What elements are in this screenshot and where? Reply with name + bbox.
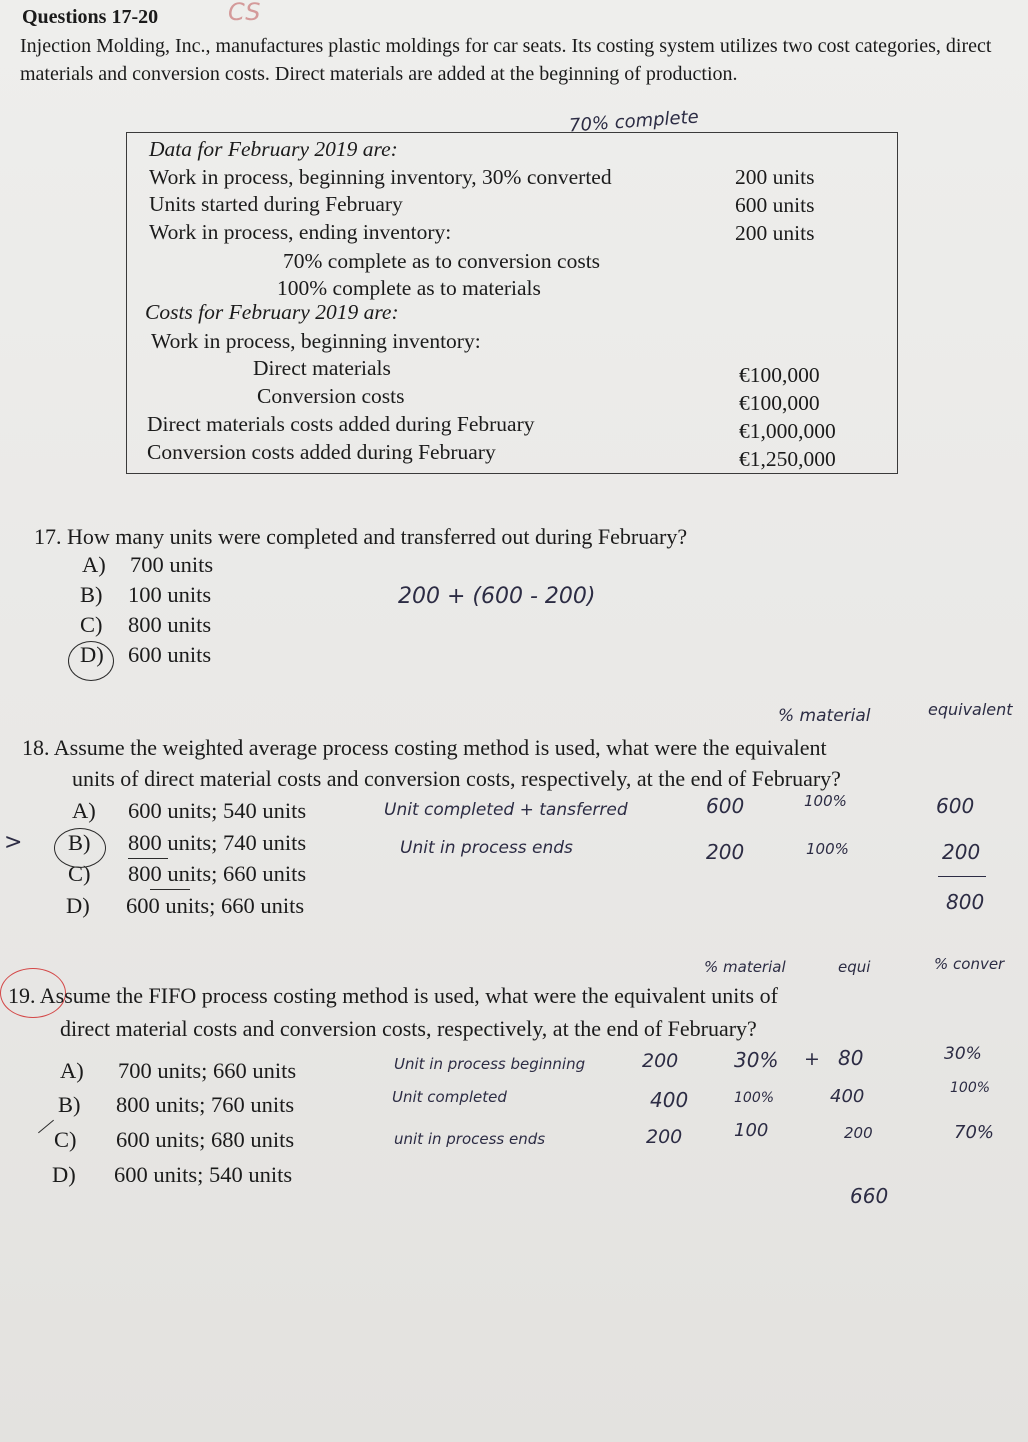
q18-hw-row1-pct: 100% [804,792,847,810]
q18-hw-row1-eq: 600 [936,794,975,818]
q19-hw-row1-pct: 30% [734,1048,779,1072]
cost-row-conversion-label: Conversion costs [257,384,405,408]
cost-row-wip-beginning: Work in process, beginning inventory: [151,329,481,353]
q19-hw-row2-label: Unit completed [392,1088,507,1106]
q17-option-c[interactable]: C) 800 units [80,612,212,637]
question-18-number: 18. [22,735,50,760]
data-table-box [126,106,898,474]
q19-hw-total: 660 [850,1184,889,1208]
q18-option-a[interactable]: A) 600 units; 540 units [72,798,307,823]
q19-hw-col-equi: equi [838,958,871,976]
q18-hw-row1-label: Unit completed + tansferred [384,800,628,820]
q19-hw-row3-label: unit in process ends [394,1130,546,1148]
q19-hw-row1-units: 200 [642,1050,679,1072]
question-18-stem-line2: units of direct material costs and conversion costs, respectively, at the end of February? [72,766,841,791]
question-19-stem-line1: 19. Assume the FIFO process costing method is used, what were the equivalent units of [8,983,778,1008]
q18-hw-col-equivalent: equivalent [928,700,1013,719]
question-17-text: How many units were completed and transferred out during February? [67,524,688,549]
question-18-stem-line1: 18. Assume the weighted average process costing method is used, what were the equivalent [22,735,827,760]
cost-row-direct-materials-value: €100,000 [739,363,820,387]
q18-option-d[interactable]: D) 600 units; 660 units [66,893,305,918]
cost-row-conversion-value: €100,000 [739,391,820,415]
row-started-label: Units started during February [149,192,403,216]
question-17-stem [34,524,687,550]
q18-hw-row1-units: 600 [706,794,745,818]
question-19-number: 19. [8,983,36,1008]
q18-hw-row2-units: 200 [706,840,745,864]
q18-option-c[interactable]: C) 800 units; 660 units [68,861,307,886]
cost-row-cc-added-label: Conversion costs added during February [147,440,496,464]
handwritten-note-complete: 70% complete [568,106,700,137]
q18-hw-row2-eq: 200 [942,840,981,864]
q18-underline-1 [128,858,168,859]
q17-option-d[interactable]: D) 600 units [80,642,212,667]
row-beginning-wip-label: Work in process, beginning inventory, 30% converted [149,165,612,189]
q17-answer-circle [68,641,114,681]
row-ending-wip-value: 200 units [735,221,815,245]
q19-hw-row3-conv: 70% [954,1122,995,1143]
cost-row-cc-added-value: €1,250,000 [739,447,836,471]
q19-hw-row1-label: Unit in process beginning [394,1055,586,1073]
q18-underline-2 [150,889,190,890]
q19-option-c[interactable]: C) 600 units; 680 units [54,1127,295,1152]
q18-hw-row2-label: Unit in process ends [400,838,573,858]
q19-mark-stroke [38,1120,54,1134]
q18-hw-total: 800 [946,890,985,914]
cost-row-direct-materials-label: Direct materials [253,356,391,380]
cost-row-dm-added-label: Direct materials costs added during February [147,412,535,436]
row-started-value: 600 units [735,193,815,217]
q19-hw-row3-units: 200 [646,1126,683,1148]
question-17-number: 17. [34,524,62,549]
row-ending-wip-label: Work in process, ending inventory: [149,220,452,244]
questions-title: Questions 17-20 [22,6,159,28]
q17-handwritten-work: 200 + (600 - 200) [398,584,596,609]
q18-hw-tick: > [4,830,23,855]
row-beginning-wip-value: 200 units [735,165,815,189]
costs-heading: Costs for February 2019 are: [145,300,399,324]
problem-intro: Injection Molding, Inc., manufactures plastic moldings for car seats. Its costing system utilizes two cost categories, direct materials and conversion costs. Direct materials are added at the beginning of production. [20,35,992,85]
q19-option-a[interactable]: A) 700 units; 660 units [60,1058,297,1083]
question-19-stem-line2: direct material costs and conversion costs, respectively, at the end of February? [60,1016,757,1041]
q19-option-d[interactable]: D) 600 units; 540 units [52,1162,293,1187]
q19-hw-row1-conv: 30% [944,1044,982,1064]
q17-option-a[interactable]: A) 700 units [82,552,214,577]
q19-hw-row2-units: 400 [650,1088,689,1112]
data-heading: Data for February 2019 are: [149,137,398,161]
q19-hw-col-material: % material [704,958,786,976]
q19-hw-row3-pct: 100 [734,1120,769,1141]
q19-hw-row2-eq: 400 [830,1086,865,1107]
handwritten-cs-mark: CS [228,0,261,26]
q18-hw-total-line [938,876,986,877]
q19-hw-row2-pct: 100% [734,1090,775,1106]
q19-hw-row1-plus: + [804,1048,820,1070]
q18-hw-row2-pct: 100% [806,840,849,858]
q19-hw-col-conver: % conver [934,955,1005,973]
q18-answer-circle [54,828,106,868]
q17-option-b[interactable]: B) 100 units [80,582,212,607]
q18-option-b[interactable]: B) 800 units; 740 units [68,830,307,855]
q19-hw-row2-conv: 100% [950,1080,991,1096]
q18-hw-col-material: % material [778,706,871,726]
q19-option-b[interactable]: B) 800 units; 760 units [58,1092,295,1117]
row-conversion-complete: 70% complete as to conversion costs [283,249,601,273]
row-materials-complete: 100% complete as to materials [277,276,541,300]
cost-row-dm-added-value: €1,000,000 [739,419,836,443]
q19-hw-row1-eq: 80 [838,1046,864,1070]
q19-hw-row3-eq: 200 [844,1124,873,1142]
